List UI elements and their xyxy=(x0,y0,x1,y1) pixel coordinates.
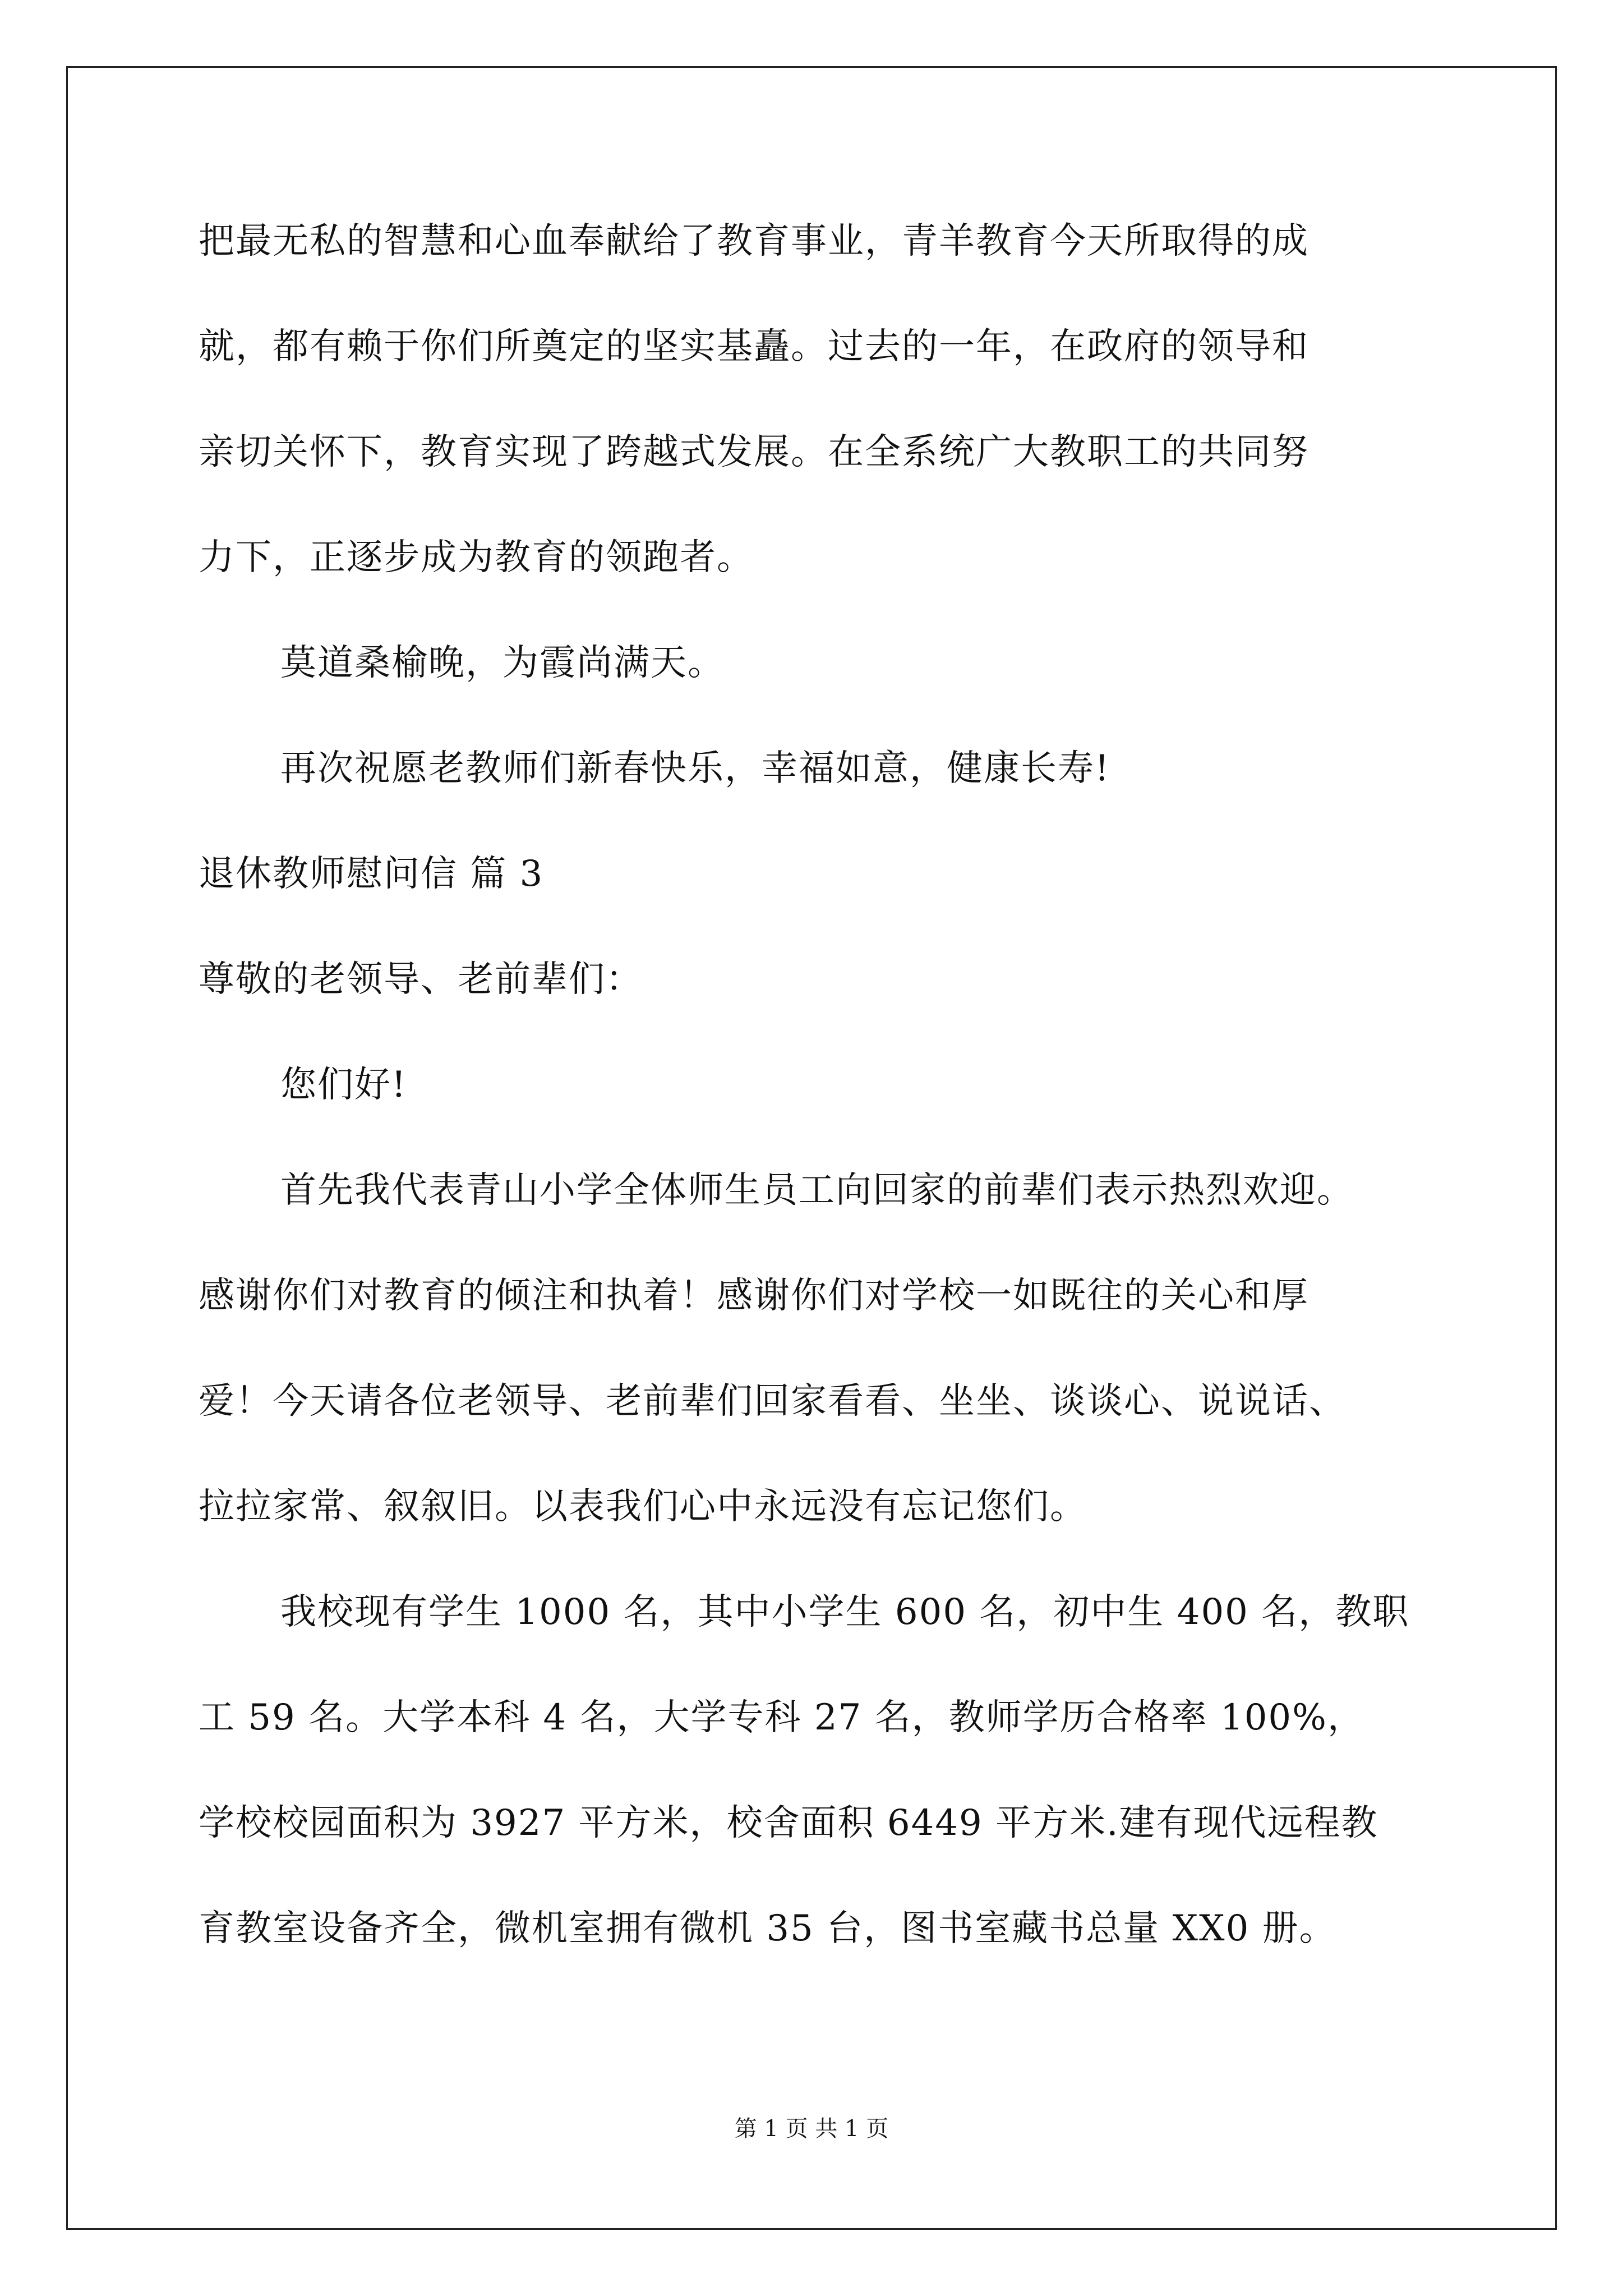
greeting: 您们好! xyxy=(280,1064,407,1106)
body-line-3: 亲切关怀下，教育实现了跨越式发展。在全系统广大教职工的共同努 xyxy=(199,431,1309,473)
closing-wishes: 再次祝愿老教师们新春快乐，幸福如意，健康长寿! xyxy=(280,748,1110,789)
page-number-footer: 第 1 页 共 1 页 xyxy=(734,2116,889,2142)
page-border xyxy=(66,66,1557,2230)
closing-verse: 莫道桑榆晚，为霞尚满天。 xyxy=(280,642,725,684)
paragraph-line: 学校校园面积为 3927 平方米，校舍面积 6449 平方米.建有现代远程教 xyxy=(199,1802,1378,1844)
paragraph-line: 首先我代表青山小学全体师生员工向回家的前辈们表示热烈欢迎。 xyxy=(280,1170,1354,1211)
paragraph-line: 感谢你们对教育的倾注和执着！感谢你们对学校一如既往的关心和厚 xyxy=(199,1275,1309,1317)
paragraph-line: 工 59 名。大学本科 4 名，大学专科 27 名，教师学历合格率 100%， xyxy=(199,1697,1364,1738)
paragraph-line: 育教室设备齐全，微机室拥有微机 35 台，图书室藏书总量 XX0 册。 xyxy=(199,1908,1336,1949)
body-line-2: 就，都有赖于你们所奠定的坚实基矗。过去的一年，在政府的领导和 xyxy=(199,326,1309,367)
paragraph-line: 我校现有学生 1000 名，其中小学生 600 名，初中生 400 名，教职 xyxy=(280,1591,1410,1633)
section-heading: 退休教师慰问信 篇 3 xyxy=(199,853,544,895)
body-line-1: 把最无私的智慧和心血奉献给了教育事业，青羊教育今天所取得的成 xyxy=(199,220,1309,262)
paragraph-line: 拉拉家常、叙叙旧。以表我们心中永远没有忘记您们。 xyxy=(199,1486,1087,1527)
paragraph-line: 爱！今天请各位老领导、老前辈们回家看看、坐坐、谈谈心、说说话、 xyxy=(199,1381,1346,1422)
salutation: 尊敬的老领导、老前辈们： xyxy=(199,959,643,1000)
body-line-4: 力下，正逐步成为教育的领跑者。 xyxy=(199,537,754,578)
